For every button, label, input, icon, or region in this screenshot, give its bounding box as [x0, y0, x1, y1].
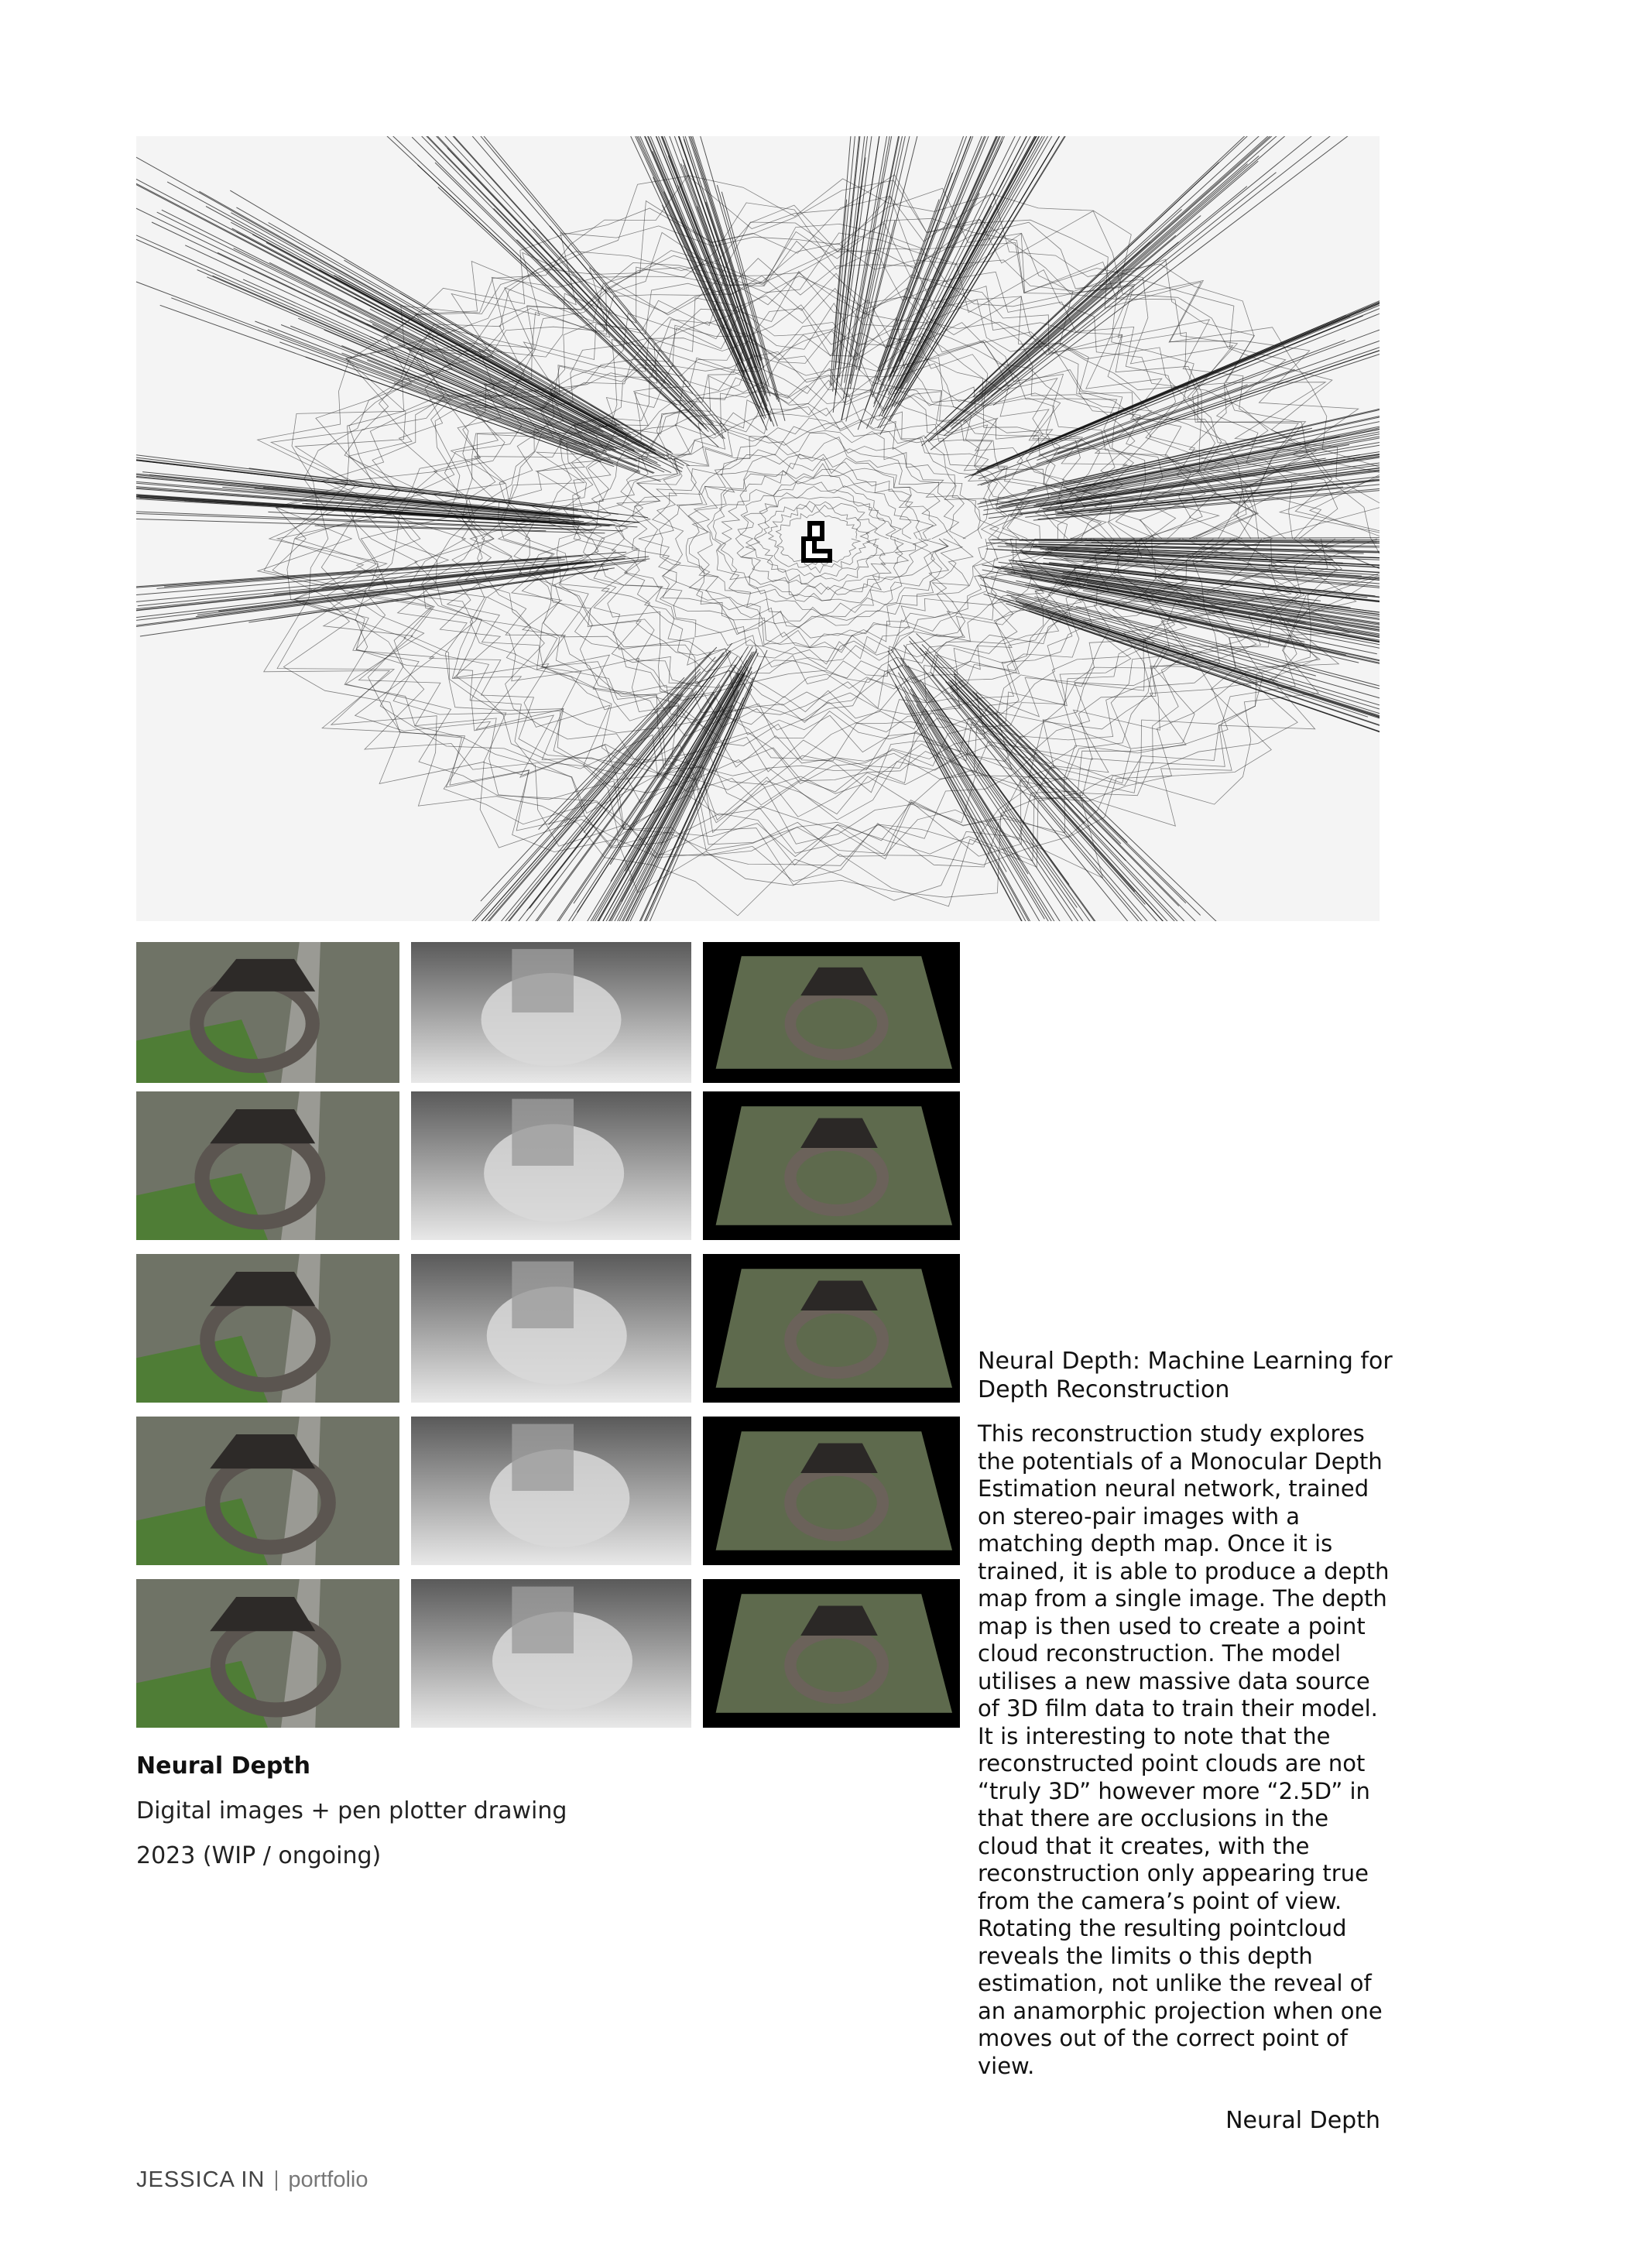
project-year: 2023 (WIP / ongoing) — [136, 1842, 382, 1869]
description-body: This reconstruction study explores the potentials of a Monocular Depth Estimation neural network, trained on stereo-pair images with a matching depth map. Once it is trained, it is able to produce a depth map from a single image. The depth map is then used to create a point cloud reconstruction. The model utilises a new massive data source of 3D film data to train their model. It is interesting to note that the reconstructed point clouds are not “truly 3D” however more “2.5D” in that there are occlusions in the cloud that it creates, with the reconstruction only appearing true from the camera’s point of view. Rotating the resulting pointcloud reveals the limits o this depth estimation, not unlike the reveal of an anamorphic projection when one moves out of the correct point of view. — [978, 1420, 1390, 2079]
grid-depth-map-1 — [411, 942, 691, 1083]
grid-point-cloud-render-2 — [703, 1091, 960, 1240]
description-heading: Neural Depth: Machine Learning for Depth Reconstruction — [978, 1348, 1393, 1403]
footer-divider — [276, 2170, 277, 2191]
grid-aerial-photo-2 — [136, 1091, 399, 1240]
hero-plotter-drawing — [136, 136, 1380, 921]
grid-depth-map-3 — [411, 1254, 691, 1403]
grid-aerial-photo-1 — [136, 942, 399, 1083]
grid-aerial-photo-4 — [136, 1417, 399, 1565]
footer-section-label: portfolio — [288, 2167, 368, 2192]
page-footer — [136, 2167, 368, 2193]
footer-author-name: JESSICA IN — [136, 2167, 266, 2192]
grid-aerial-photo-5 — [136, 1579, 399, 1728]
plotter-drawing-image — [136, 136, 1380, 921]
grid-depth-map-4 — [411, 1417, 691, 1565]
project-title: Neural Depth — [136, 1752, 310, 1780]
grid-point-cloud-render-4 — [703, 1417, 960, 1565]
grid-point-cloud-render-1 — [703, 942, 960, 1083]
project-medium: Digital images + pen plotter drawing — [136, 1797, 567, 1824]
grid-depth-map-5 — [411, 1579, 691, 1728]
grid-aerial-photo-3 — [136, 1254, 399, 1403]
grid-depth-map-2 — [411, 1091, 691, 1240]
grid-point-cloud-render-5 — [703, 1579, 960, 1728]
description-caption: Neural Depth — [1225, 2107, 1380, 2134]
grid-point-cloud-render-3 — [703, 1254, 960, 1403]
